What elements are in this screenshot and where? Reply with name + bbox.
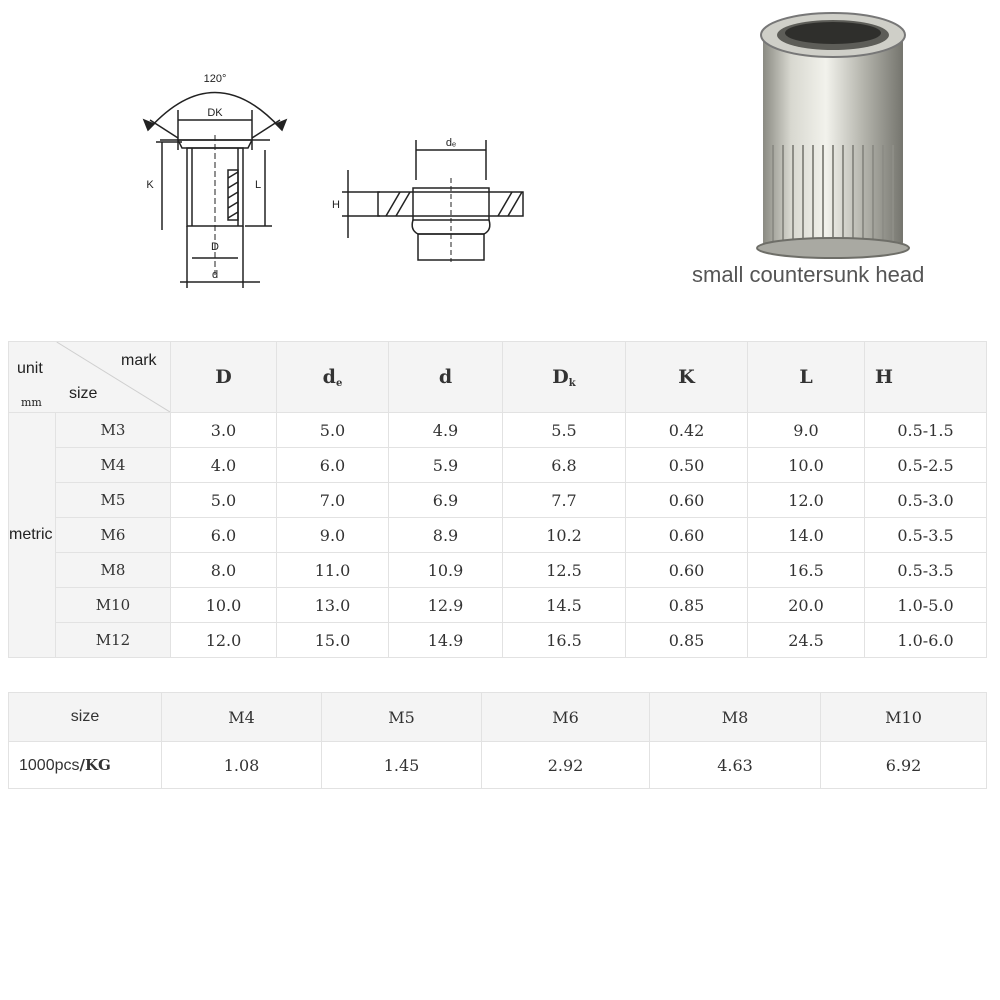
rivet-nut-photo bbox=[748, 5, 918, 260]
h-label: H bbox=[332, 199, 340, 211]
cell-D: 12.0 bbox=[171, 623, 277, 658]
table-row bbox=[9, 623, 987, 658]
cell-L: 12.0 bbox=[748, 483, 865, 518]
cell-Dk: 14.5 bbox=[503, 588, 626, 623]
cell-L: 24.5 bbox=[748, 623, 865, 658]
cell-d: 6.9 bbox=[389, 483, 503, 518]
header-D: D bbox=[171, 342, 277, 413]
weight-size-cell: M5 bbox=[322, 693, 482, 742]
cell-de: 9.0 bbox=[277, 518, 389, 553]
weight-size-label: size bbox=[9, 693, 162, 742]
weight-value-cell: 4.63 bbox=[650, 742, 821, 789]
size-cell: M8 bbox=[56, 553, 171, 588]
cell-de: 5.0 bbox=[277, 413, 389, 448]
cell-de: 13.0 bbox=[277, 588, 389, 623]
size-cell: M3 bbox=[56, 413, 171, 448]
weight-size-cell: M10 bbox=[821, 693, 987, 742]
cell-Dk: 12.5 bbox=[503, 553, 626, 588]
size-cell: M12 bbox=[56, 623, 171, 658]
cell-de: 11.0 bbox=[277, 553, 389, 588]
header-de: $d_e$ bbox=[277, 342, 389, 413]
spec-corner-cell bbox=[9, 342, 171, 413]
weight-size-cell: M6 bbox=[482, 693, 650, 742]
header-K: K bbox=[626, 342, 748, 413]
cell-H: 0.5-3.5 bbox=[865, 553, 987, 588]
size-label: size bbox=[69, 385, 98, 402]
cell-H: 0.5-3.0 bbox=[865, 483, 987, 518]
cell-de: 15.0 bbox=[277, 623, 389, 658]
weight-value-cell: 6.92 bbox=[821, 742, 987, 789]
size-cell: M6 bbox=[56, 518, 171, 553]
cell-H: 0.5-1.5 bbox=[865, 413, 987, 448]
unit-label: unit bbox=[17, 360, 43, 377]
angle-label: 120° bbox=[203, 73, 227, 85]
weight-table bbox=[8, 692, 987, 789]
cell-d: 12.9 bbox=[389, 588, 503, 623]
table-row bbox=[9, 448, 987, 483]
cell-Dk: 16.5 bbox=[503, 623, 626, 658]
cell-K: 0.85 bbox=[626, 623, 748, 658]
d-label: d bbox=[211, 269, 219, 281]
cell-de: 6.0 bbox=[277, 448, 389, 483]
weight-value-cell: 1.45 bbox=[322, 742, 482, 789]
cell-d: 4.9 bbox=[389, 413, 503, 448]
metric-group-label: metric bbox=[9, 413, 56, 658]
d-sub-label: D bbox=[211, 241, 219, 253]
weight-value-cell: 2.92 bbox=[482, 742, 650, 789]
size-cell: M10 bbox=[56, 588, 171, 623]
weight-value-cell: 1.08 bbox=[162, 742, 322, 789]
cell-L: 20.0 bbox=[748, 588, 865, 623]
cell-L: 10.0 bbox=[748, 448, 865, 483]
l-label: L bbox=[254, 179, 262, 191]
cell-H: 1.0-5.0 bbox=[865, 588, 987, 623]
size-cell: M4 bbox=[56, 448, 171, 483]
cell-L: 16.5 bbox=[748, 553, 865, 588]
k-label: K bbox=[146, 179, 154, 191]
table-row bbox=[9, 518, 987, 553]
cell-d: 5.9 bbox=[389, 448, 503, 483]
cell-H: 1.0-6.0 bbox=[865, 623, 987, 658]
table-row bbox=[9, 483, 987, 518]
cell-D: 6.0 bbox=[171, 518, 277, 553]
rivet-nut-installed-drawing bbox=[318, 130, 533, 270]
cell-H: 0.5-2.5 bbox=[865, 448, 987, 483]
cell-D: 8.0 bbox=[171, 553, 277, 588]
cell-K: 0.60 bbox=[626, 518, 748, 553]
cell-Dk: 10.2 bbox=[503, 518, 626, 553]
weight-header-row bbox=[9, 693, 987, 742]
cell-Dk: 7.7 bbox=[503, 483, 626, 518]
cell-d: 14.9 bbox=[389, 623, 503, 658]
cell-d: 8.9 bbox=[389, 518, 503, 553]
cell-D: 4.0 bbox=[171, 448, 277, 483]
cell-H: 0.5-3.5 bbox=[865, 518, 987, 553]
table-row bbox=[9, 413, 987, 448]
mark-label: mark bbox=[121, 352, 157, 369]
cell-de: 7.0 bbox=[277, 483, 389, 518]
weight-row bbox=[9, 742, 987, 789]
cell-Dk: 5.5 bbox=[503, 413, 626, 448]
spec-table bbox=[8, 341, 987, 658]
photo-caption: small countersunk head bbox=[692, 262, 925, 287]
header-d: d bbox=[389, 342, 503, 413]
cell-D: 5.0 bbox=[171, 483, 277, 518]
size-cell: M5 bbox=[56, 483, 171, 518]
cell-K: 0.60 bbox=[626, 553, 748, 588]
header-Dk: $D_k$ bbox=[503, 342, 626, 413]
cell-L: 9.0 bbox=[748, 413, 865, 448]
dk-label: DK bbox=[207, 107, 223, 119]
cell-K: 0.50 bbox=[626, 448, 748, 483]
spec-header-row bbox=[9, 342, 987, 413]
unit-mm-label: mm bbox=[21, 396, 42, 409]
cell-K: 0.60 bbox=[626, 483, 748, 518]
cell-D: 3.0 bbox=[171, 413, 277, 448]
cell-d: 10.9 bbox=[389, 553, 503, 588]
cell-K: 0.85 bbox=[626, 588, 748, 623]
rivet-nut-side-drawing bbox=[130, 60, 300, 300]
header-L: L bbox=[748, 342, 865, 413]
table-row bbox=[9, 588, 987, 623]
weight-size-cell: M8 bbox=[650, 693, 821, 742]
de-label: dₑ bbox=[445, 137, 457, 149]
cell-L: 14.0 bbox=[748, 518, 865, 553]
cell-D: 10.0 bbox=[171, 588, 277, 623]
weight-size-cell: M4 bbox=[162, 693, 322, 742]
cell-Dk: 6.8 bbox=[503, 448, 626, 483]
weight-qty-label: 1000pcs/KG bbox=[9, 742, 162, 789]
cell-K: 0.42 bbox=[626, 413, 748, 448]
header-H: H bbox=[865, 342, 987, 413]
table-row bbox=[9, 553, 987, 588]
